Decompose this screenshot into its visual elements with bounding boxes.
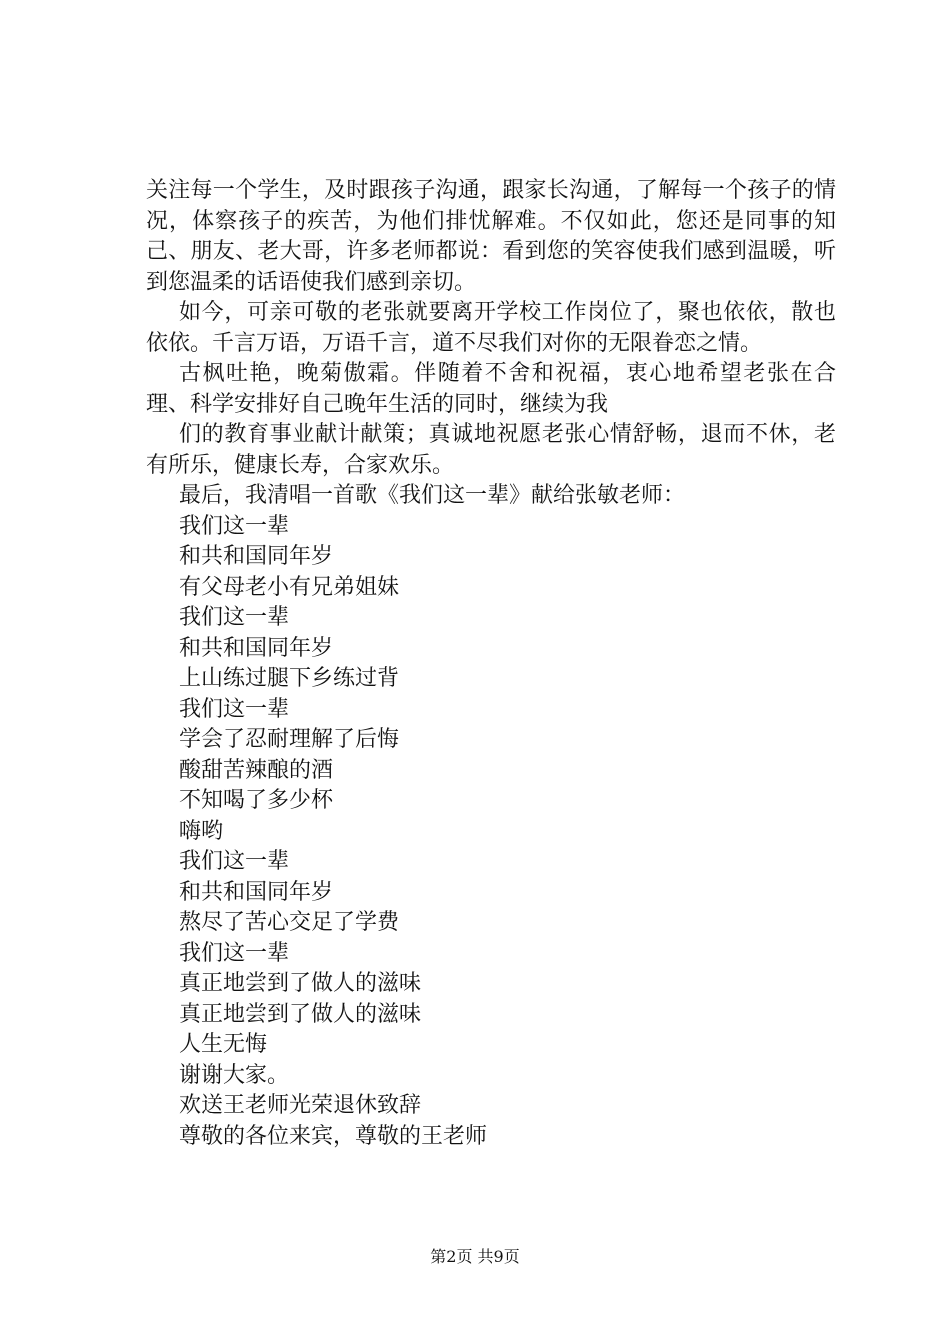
document-body xyxy=(146,176,836,1152)
lyric-line: 和共和国同年岁 xyxy=(179,879,334,905)
lyric-line: 上山练过腿下乡练过背 xyxy=(179,666,400,691)
salutation-line: 尊敬的各位来宾，尊敬的王老师 xyxy=(179,1123,488,1149)
lyric-line: 学会了忍耐理解了后悔 xyxy=(179,727,400,752)
lyric-line: 有父母老小有兄弟姐妹 xyxy=(179,574,400,600)
song-intro: 最后，我清唱一首歌《我们这一辈》献给张敏老师： xyxy=(179,483,686,508)
lyric-line: 人生无悔 xyxy=(179,1032,268,1057)
paragraph-3: 古枫吐艳，晚菊傲霜。伴随着不舍和祝福，衷心地希望老张在合理、科学安排好自己晚年生活的同时，继续为我 xyxy=(146,361,836,417)
lyric-line: 我们这一辈 xyxy=(179,849,290,874)
lyric-line: 嗨哟 xyxy=(179,818,224,844)
lyric-line: 和共和国同年岁 xyxy=(179,635,334,661)
paragraph-4: 们的教育事业献计献策；真诚地祝愿老张心情舒畅，退而不休，老有所乐，健康长寿，合家欢乐。 xyxy=(146,422,836,478)
lyric-line: 不知喝了多少杯 xyxy=(179,788,334,813)
closing-line: 谢谢大家。 xyxy=(179,1062,290,1088)
lyric-line: 和共和国同年岁 xyxy=(179,544,334,569)
lyric-line: 我们这一辈 xyxy=(179,513,290,539)
section-title: 欢送王老师光荣退休致辞 xyxy=(179,1093,422,1118)
lyric-line: 我们这一辈 xyxy=(179,940,290,966)
page-number-footer: 第2页 共9页 xyxy=(430,1247,520,1266)
lyric-line: 真正地尝到了做人的滋味 xyxy=(179,971,422,996)
lyric-line: 酸甜苦辣酿的酒 xyxy=(179,757,334,783)
lyric-line: 我们这一辈 xyxy=(179,605,290,630)
paragraph-2: 如今，可亲可敬的老张就要离开学校工作岗位了，聚也依依，散也依依。千言万语，万语千言，道不尽我们对你的无限眷恋之情。 xyxy=(146,300,836,356)
lyric-line: 熬尽了苦心交足了学费 xyxy=(179,910,400,935)
lyric-line: 我们这一辈 xyxy=(179,696,290,722)
paragraph-1: 关注每一个学生，及时跟孩子沟通，跟家长沟通，了解每一个孩子的情况，体察孩子的疾苦，为他们排忧解难。不仅如此，您还是同事的知己、朋友、老大哥，许多老师都说：看到您的笑容使我们感到温暖，听到您温柔的话语使我们感到亲切。 xyxy=(146,178,836,295)
lyric-line: 真正地尝到了做人的滋味 xyxy=(179,1001,422,1027)
